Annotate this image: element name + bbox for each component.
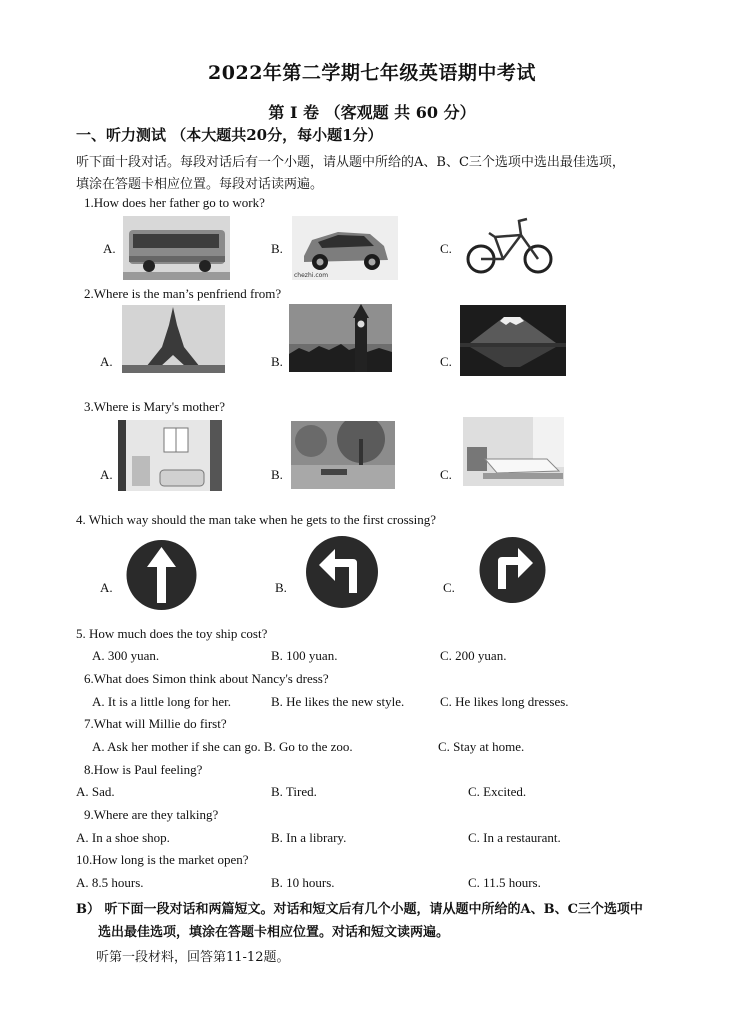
arrow-right-icon [479, 536, 546, 604]
q5-option-b: B. 100 yuan. [271, 648, 338, 663]
section-heading: 一、听力测试 （本大题共20分，每小题1分） [76, 126, 383, 144]
exam-title: 2022年第二学期七年级英语期中考试 [208, 62, 536, 84]
q1-option-b: B. [271, 241, 283, 256]
q8-option-c: C. Excited. [468, 784, 527, 799]
question-8: 8.How is Paul feeling? [84, 762, 203, 777]
q1-option-c: C. [440, 241, 452, 256]
bus-icon [123, 216, 230, 280]
q4-option-a: A. [100, 580, 113, 595]
q5-option-a: A. 300 yuan. [92, 648, 160, 663]
question-10: 10.How long is the market open? [76, 852, 249, 867]
instruction-line-2: 填涂在答题卡相应位置。每段对话读两遍。 [76, 177, 324, 192]
section-b-line-2: 选出最佳选项，填涂在答题卡相应位置。对话和短文读两遍。 [98, 925, 450, 940]
arrow-left-icon [305, 535, 379, 609]
question-7: 7.What will Millie do first? [84, 716, 227, 731]
q1-option-a: A. [103, 241, 116, 256]
bedroom-icon [463, 417, 564, 486]
q2-option-a: A. [100, 354, 113, 369]
q2-option-b: B. [271, 354, 283, 369]
q6-option-c: C. He likes long dresses. [440, 694, 569, 709]
q10-option-c: C. 11.5 hours. [468, 875, 541, 890]
q5-option-c: C. 200 yuan. [440, 648, 507, 663]
q10-option-b: B. 10 hours. [271, 875, 335, 890]
q9-option-b: B. In a library. [271, 830, 347, 845]
car-watermark: chezhi.com [294, 272, 329, 279]
instruction-line-1: 听下面十段对话。每段对话后有一个小题，请从题中所给的A、B、C三个选项中选出最佳选项， [76, 155, 625, 170]
arrow-straight-icon [124, 539, 199, 611]
question-5: 5. How much does the toy ship cost? [76, 626, 268, 641]
question-4: 4. Which way should the man take when he gets to the first crossing? [76, 512, 437, 527]
mount-fuji-icon [460, 305, 566, 376]
question-1: 1.How does her father go to work? [84, 195, 265, 210]
big-ben-icon [289, 304, 392, 372]
q8-option-b: B. Tired. [271, 784, 317, 799]
q10-option-a: A. 8.5 hours. [76, 875, 144, 890]
paper-subtitle: 第 I 卷 （客观题 共 60 分） [268, 103, 476, 122]
park-icon [291, 421, 395, 489]
section-b-line-3: 听第一段材料，回答第11-12题。 [96, 950, 290, 965]
question-9: 9.Where are they talking? [84, 807, 219, 822]
bathroom-icon [118, 420, 222, 491]
question-3: 3.Where is Mary's mother? [84, 399, 225, 414]
q3-option-b: B. [271, 467, 283, 482]
q7-option-a-b: A. Ask her mother if she can go. B. Go to the zoo. [92, 739, 353, 754]
section-b-line-1: B） 听下面一段对话和两篇短文。对话和短文后有几个小题，请从题中所给的A、B、C三个选项中 [76, 902, 643, 917]
question-6: 6.What does Simon think about Nancy's dress? [84, 671, 329, 686]
question-2: 2.Where is the man’s penfriend from? [84, 286, 282, 301]
bicycle-icon [463, 211, 556, 277]
q7-option-c: C. Stay at home. [438, 739, 525, 754]
q9-option-a: A. In a shoe shop. [76, 830, 170, 845]
q6-option-a: A. It is a little long for her. [92, 694, 232, 709]
q4-option-c: C. [443, 580, 455, 595]
car-icon [292, 216, 398, 280]
q8-option-a: A. Sad. [76, 784, 115, 799]
eiffel-tower-icon [122, 305, 225, 373]
q2-option-c: C. [440, 354, 452, 369]
q6-option-b: B. He likes the new style. [271, 694, 405, 709]
q3-option-c: C. [440, 467, 452, 482]
q9-option-c: C. In a restaurant. [468, 830, 561, 845]
q4-option-b: B. [275, 580, 287, 595]
q3-option-a: A. [100, 467, 113, 482]
